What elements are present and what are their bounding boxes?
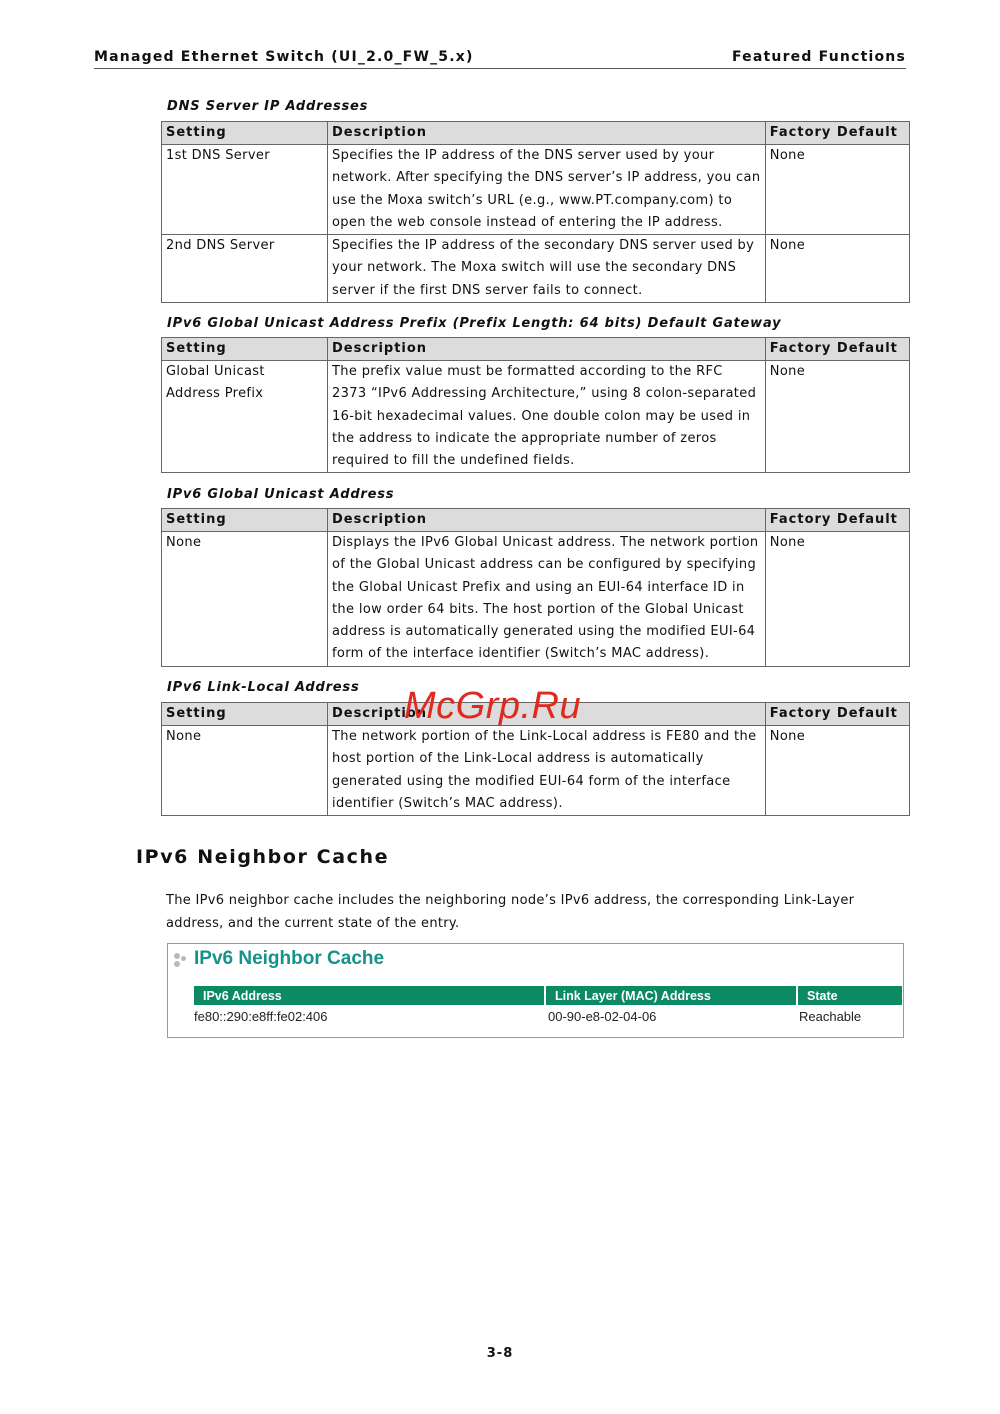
ipv6-address-cell: fe80::290:e8ff:fe02:406 <box>194 1009 328 1024</box>
unicast-table <box>161 508 910 667</box>
setting-cell: Global Unicast Address Prefix <box>162 361 328 473</box>
description-cell: The network portion of the Link-Local address is FE80 and the host portion of the Link-Local address is automatically generated using the modified EUI-64 form of the interface identifier (Switch’s MAC address). <box>327 726 765 816</box>
setting-cell: 2nd DNS Server <box>162 235 328 303</box>
default-cell: None <box>765 145 909 235</box>
watermark: McGrp.Ru <box>404 685 582 727</box>
column-header-setting: Setting <box>162 509 328 532</box>
page-header <box>94 48 906 69</box>
setting-cell: None <box>162 532 328 667</box>
column-header-setting: Setting <box>162 122 328 145</box>
column-header-setting: Setting <box>162 703 328 726</box>
mac-address-cell: 00-90-e8-02-04-06 <box>548 1009 657 1024</box>
bullet-dots-icon <box>174 953 188 969</box>
description-cell: Specifies the IP address of the DNS server used by your network. After specifying the DNS server’s IP address, you can use the Moxa switch’s URL (e.g., www.PT.company.com) to open the web console instead of entering the IP address. <box>327 145 765 235</box>
description-cell: Displays the IPv6 Global Unicast address. The network portion of the Global Unicast address can be configured by specifying the Global Unicast Prefix and using an EUI-64 interface ID in the low order 64 bits. The host portion of the Global Unicast address is automatically generated using the modified EUI-64 form of the interface identifier (Switch’s MAC address). <box>327 532 765 667</box>
column-header-mac-address: Link Layer (MAC) Address <box>546 986 798 1005</box>
setting-cell: None <box>162 726 328 816</box>
description-cell: Specifies the IP address of the secondary DNS server used by your network. The Moxa switch will use the secondary DNS server if the first DNS server fails to connect. <box>327 235 765 303</box>
page-number: 3-8 <box>486 1346 514 1361</box>
table-header-row <box>162 122 910 145</box>
prefix-table <box>161 337 910 473</box>
column-header-default: Factory Default <box>765 509 909 532</box>
column-header-default: Factory Default <box>765 122 909 145</box>
column-header-state: State <box>807 989 838 1003</box>
default-cell: None <box>765 532 909 667</box>
table-header-row <box>162 338 910 361</box>
section-paragraph: The IPv6 neighbor cache includes the neighboring node’s IPv6 address, the corresponding Link-Layer address, and the current state of the entry. <box>166 893 855 931</box>
column-header-setting: Setting <box>162 338 328 361</box>
table-row <box>194 1008 902 1026</box>
column-header-default: Factory Default <box>765 338 909 361</box>
header-document-title: Managed Ethernet Switch (UI_2.0_FW_5.x) <box>94 49 474 65</box>
prefix-table-caption: IPv6 Global Unicast Address Prefix (Prefix Length: 64 bits) Default Gateway <box>167 316 782 331</box>
unicast-table-caption: IPv6 Global Unicast Address <box>167 487 395 502</box>
default-cell: None <box>765 361 909 473</box>
column-header-default: Factory Default <box>765 703 909 726</box>
section-title: IPv6 Neighbor Cache <box>136 846 390 868</box>
default-cell: None <box>765 235 909 303</box>
table-row <box>162 532 910 667</box>
description-cell: The prefix value must be formatted according to the RFC 2373 “IPv6 Addressing Architecture,” using 8 colon-separated 16-bit hexadecimal values. One double colon may be used in the address to indicate the appropriate number of zeros required to fill the undefined fields. <box>327 361 765 473</box>
column-header-description: Description <box>327 509 765 532</box>
column-header-description: Description <box>327 703 765 726</box>
table-row <box>162 145 910 235</box>
default-cell: None <box>765 726 909 816</box>
table-row <box>162 361 910 473</box>
table-row <box>162 235 910 303</box>
dns-table-caption: DNS Server IP Addresses <box>167 99 369 114</box>
header-chapter-title: Featured Functions <box>731 49 906 65</box>
screenshot-title: IPv6 Neighbor Cache <box>194 948 385 969</box>
column-header-description: Description <box>327 122 765 145</box>
neighbor-table-header <box>194 986 902 1005</box>
table-header-row <box>162 509 910 532</box>
state-cell: Reachable <box>799 1009 862 1024</box>
column-header-description: Description <box>327 338 765 361</box>
neighbor-cache-screenshot <box>167 943 904 1038</box>
linklocal-table-caption: IPv6 Link-Local Address <box>167 680 360 695</box>
table-row <box>162 726 910 816</box>
setting-cell: 1st DNS Server <box>162 145 328 235</box>
column-header-ipv6-address: IPv6 Address <box>194 986 546 1005</box>
dns-table <box>161 121 910 303</box>
